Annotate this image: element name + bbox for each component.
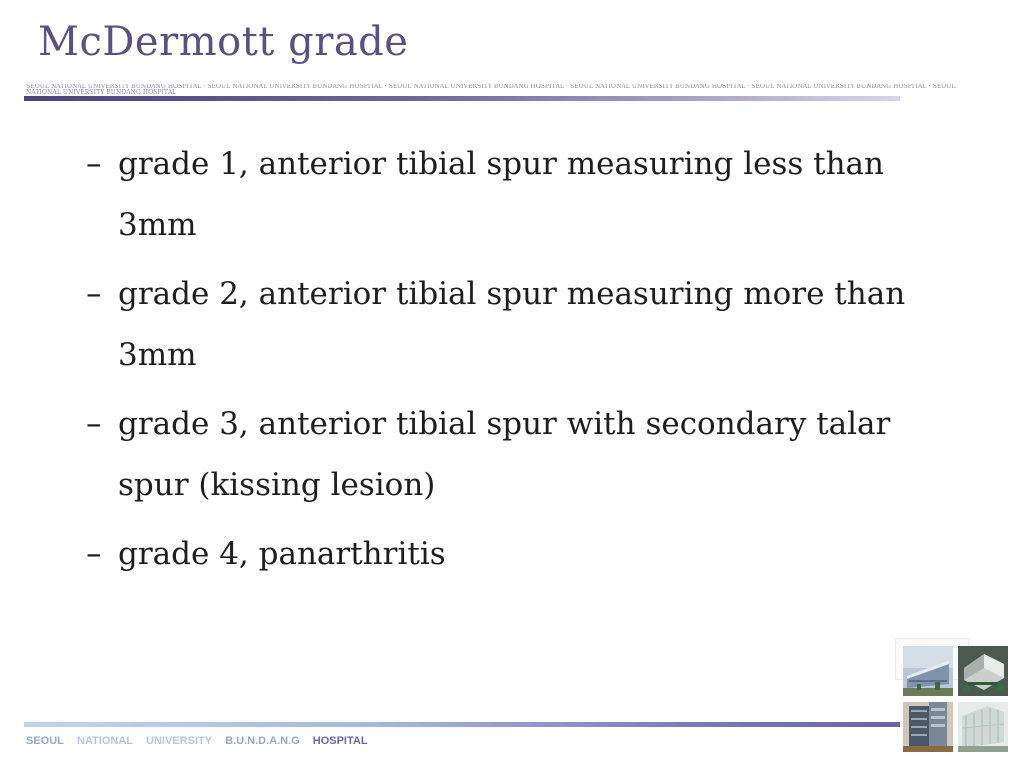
hospital-building-photo-4 <box>958 702 1008 752</box>
bullet-item <box>86 134 986 256</box>
bullet-marker: – <box>86 536 102 572</box>
bullet-marker: – <box>86 276 102 312</box>
bullet-item <box>86 394 986 516</box>
footer-word-national: NATIONAL <box>76 735 133 747</box>
hospital-building-photo-3 <box>903 702 953 752</box>
footer-word-bundang: B.U.N.D.A.N.G <box>225 735 300 747</box>
bullet-text: grade 2, anterior tibial spur measuring more than 3mm <box>118 276 906 373</box>
hospital-building-photo-2 <box>958 646 1008 696</box>
bullet-text: grade 3, anterior tibial spur with secondary talar spur (kissing lesion) <box>118 406 891 503</box>
bullet-text: grade 1, anterior tibial spur measuring less than 3mm <box>118 146 885 243</box>
footer-word-seoul: SEOUL <box>26 735 64 747</box>
bullet-marker: – <box>86 406 102 442</box>
footer-divider <box>24 722 900 727</box>
bullet-item <box>86 264 986 386</box>
footer-wordmark <box>26 733 378 749</box>
bullet-item <box>86 524 986 585</box>
footer-word-hospital: HOSPITAL <box>312 735 368 747</box>
slide-title: McDermott grade <box>38 19 409 65</box>
bullet-text: grade 4, panarthritis <box>118 536 446 572</box>
header-divider <box>24 96 900 101</box>
header-banner-text: SEOUL NATIONAL UNIVERSITY BUNDANG HOSPITAL · SEOUL NATIONAL UNIVERSITY BUNDANG HOSPITAL · SEOUL NATIONAL UNIVERSITY BUNDANG HOSPITAL · SEOUL NATIONAL UNIVERSITY BUNDANG HOSPITAL · SEOUL NATIONAL UNIVERSITY BUNDANG HOSPITAL · SEOUL NATIONAL UNIVERSITY BUNDANG HOSPITAL <box>26 84 956 96</box>
bullet-list <box>86 134 986 593</box>
footer-word-university: UNIVERSITY <box>146 735 213 747</box>
bullet-marker: – <box>86 146 102 182</box>
hospital-building-photo-1 <box>903 646 953 696</box>
